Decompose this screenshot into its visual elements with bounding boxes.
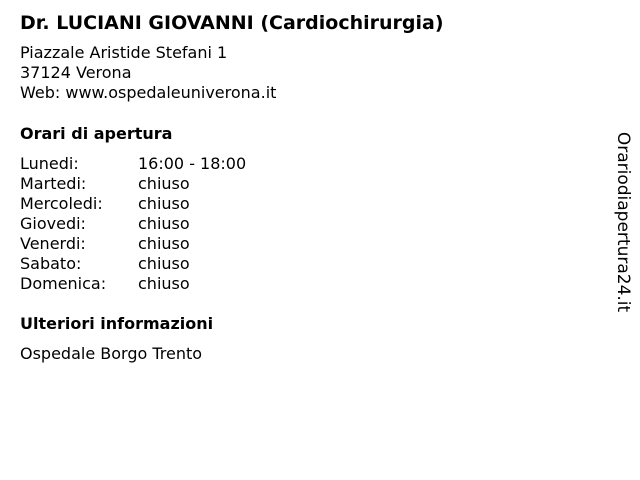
hours-row-tuesday	[20, 174, 246, 194]
hours-row-saturday	[20, 254, 246, 274]
hours-time: chiuso	[138, 214, 190, 233]
site-watermark: Orariodiapertura24.it	[613, 131, 633, 313]
hours-day: Mercoledi:	[20, 194, 103, 213]
hours-time: chiuso	[138, 174, 190, 193]
hours-day: Venerdi:	[20, 234, 86, 253]
further-info-text: Ospedale Borgo Trento	[20, 344, 203, 363]
hours-day: Giovedi:	[20, 214, 86, 233]
address-website[interactable]: Web: www.ospedaleuniverona.it	[20, 83, 277, 102]
hours-row-wednesday	[20, 194, 246, 214]
address-block	[20, 43, 276, 103]
hours-time: chiuso	[138, 234, 190, 253]
hours-time: chiuso	[138, 274, 190, 293]
hours-row-monday	[20, 154, 246, 174]
opening-hours-table	[20, 154, 246, 294]
hours-row-thursday	[20, 214, 246, 234]
hours-time: chiuso	[138, 194, 190, 213]
opening-hours-heading: Orari di apertura	[20, 124, 173, 143]
address-street: Piazzale Aristide Stefani 1	[20, 43, 228, 62]
hours-day: Lunedi:	[20, 154, 79, 173]
further-info-heading: Ulteriori informazioni	[20, 314, 214, 333]
hours-row-friday	[20, 234, 246, 254]
page-title: Dr. LUCIANI GIOVANNI (Cardiochirurgia)	[20, 12, 444, 34]
hours-day: Martedi:	[20, 174, 87, 193]
address-city: 37124 Verona	[20, 63, 132, 82]
hours-time: chiuso	[138, 254, 190, 273]
hours-row-sunday	[20, 274, 246, 294]
hours-day: Sabato:	[20, 254, 82, 273]
hours-day: Domenica:	[20, 274, 107, 293]
hours-time: 16:00 - 18:00	[138, 154, 247, 173]
